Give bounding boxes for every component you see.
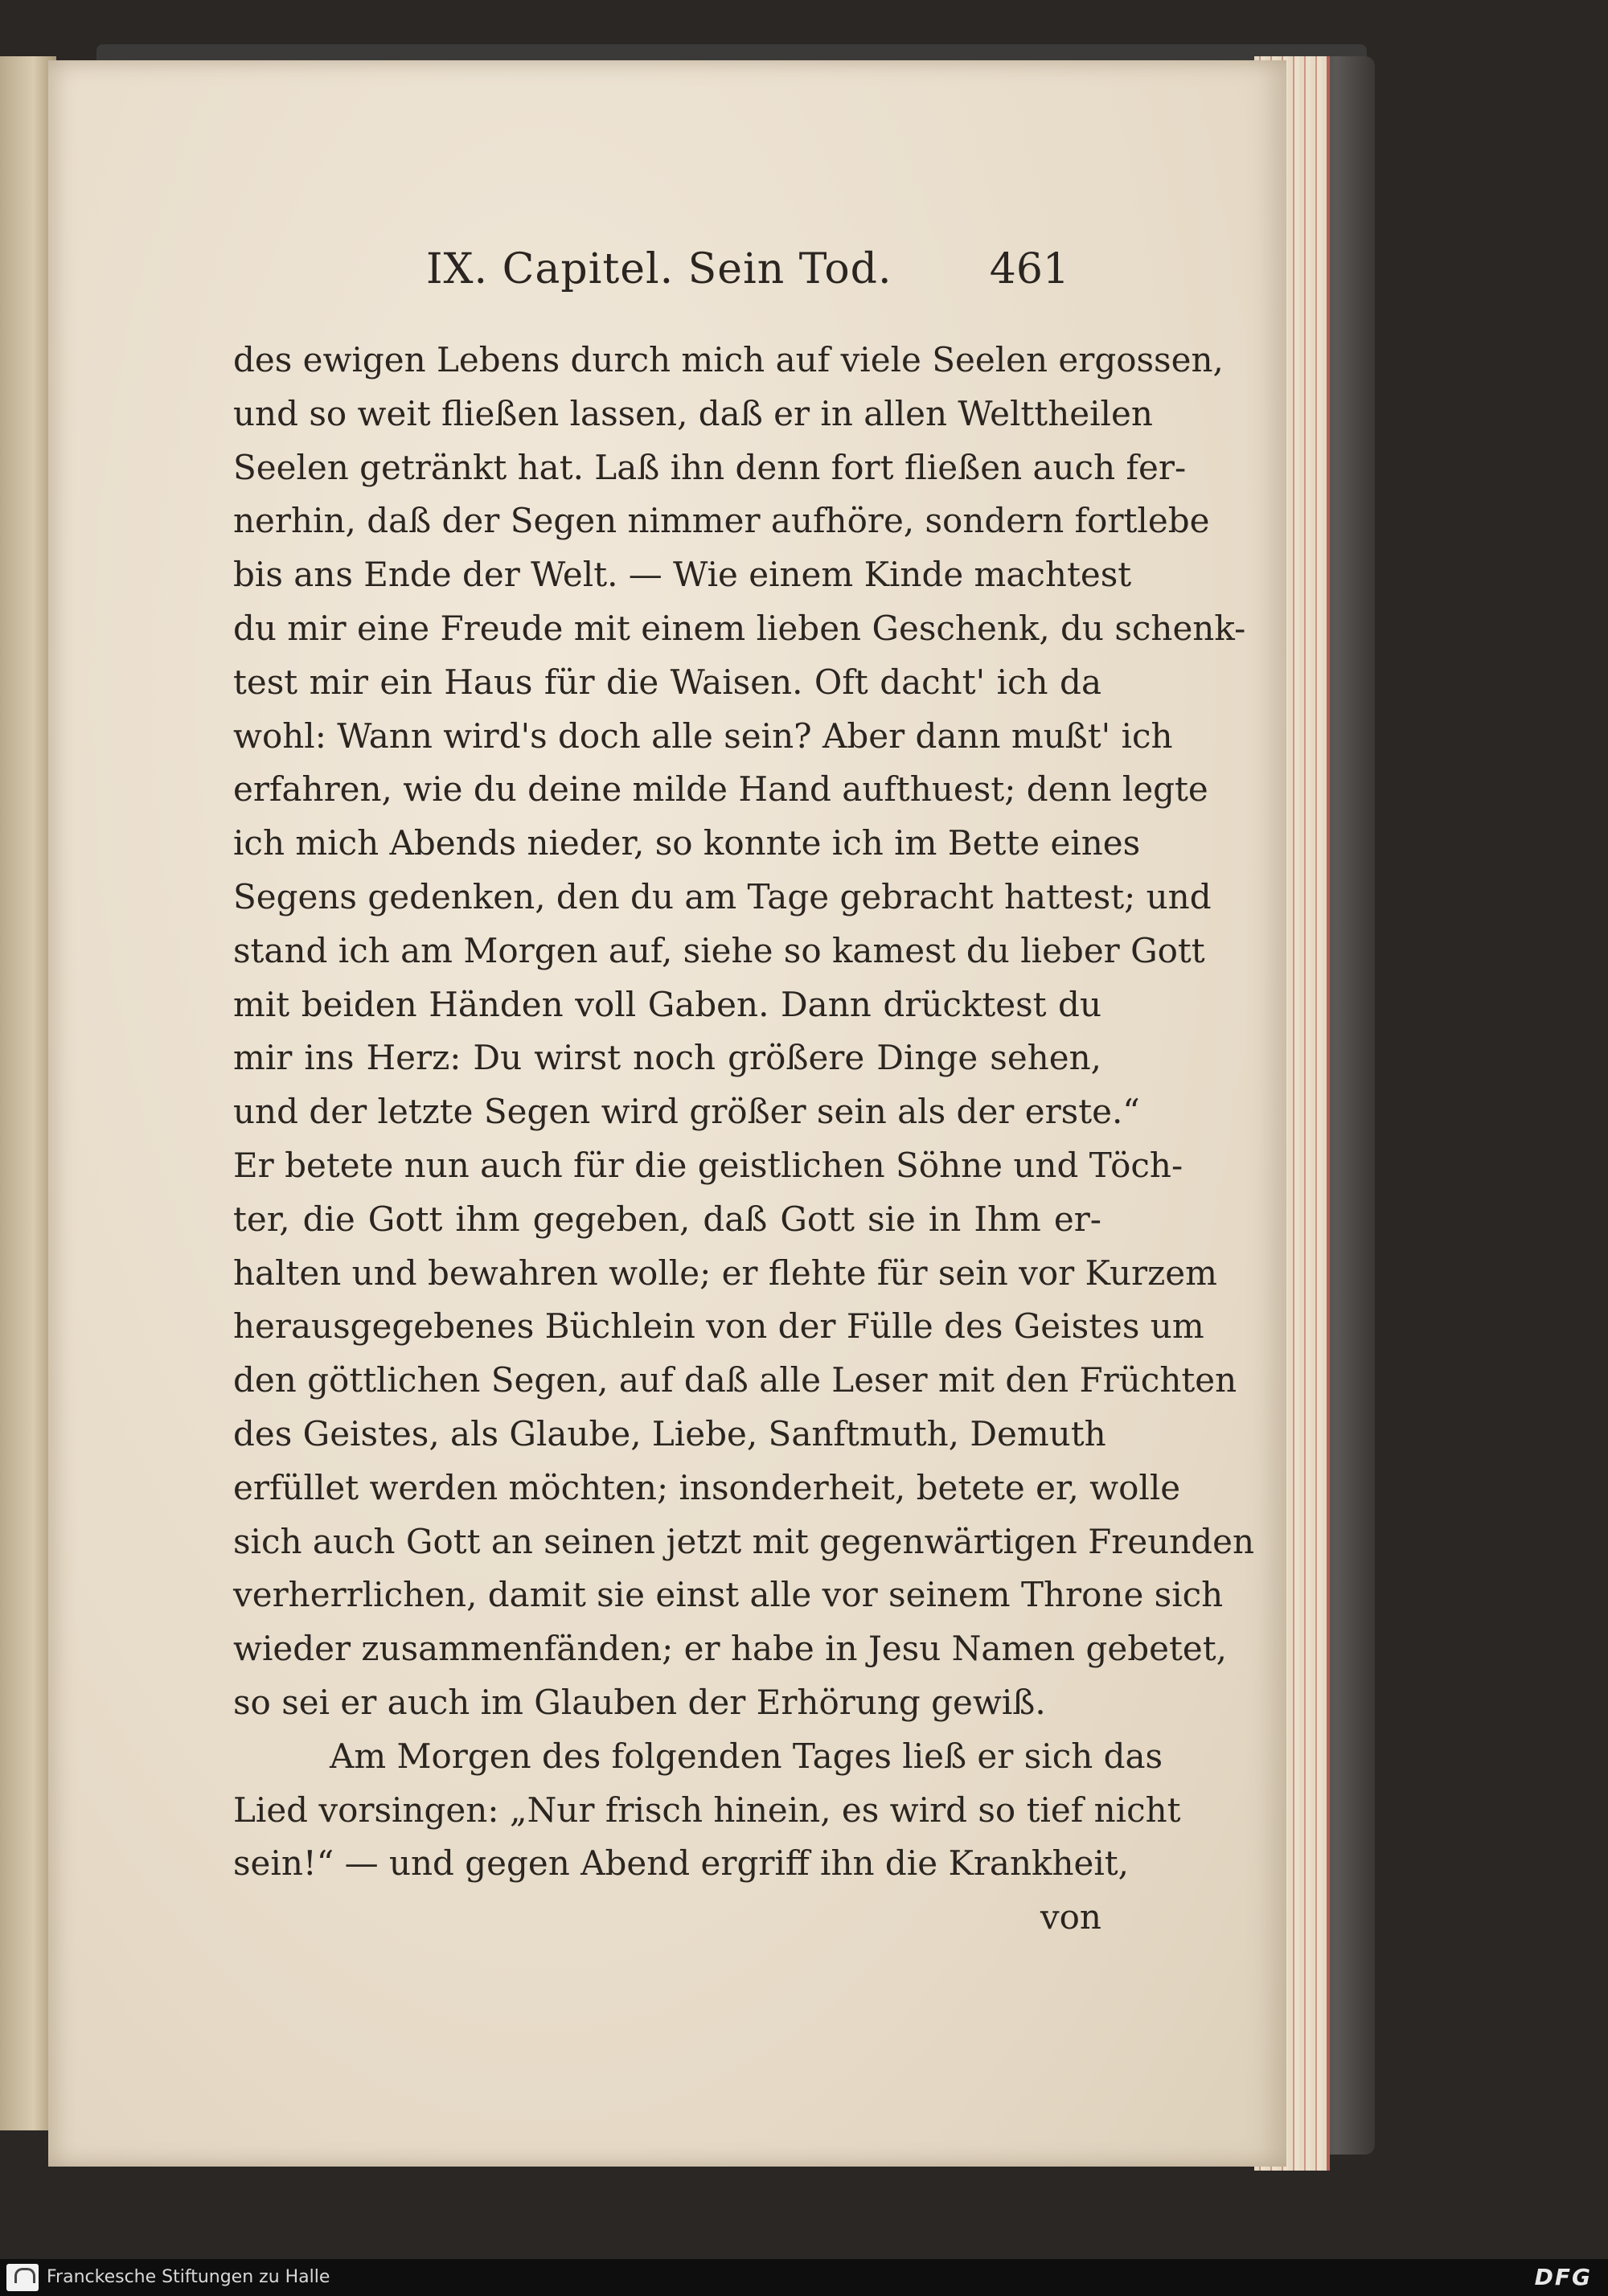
text-line: wohl: Wann wird's doch alle sein? Aber dann mußt' ich: [233, 715, 1173, 756]
page-header: [426, 245, 1069, 301]
text-line: mir ins Herz: Du wirst noch größere Dinge sehen,: [233, 1038, 1101, 1078]
book-page: [48, 60, 1286, 2167]
text-line: ich mich Abends nieder, so konnte ich im Bette eines: [233, 823, 1141, 863]
body-text: [233, 334, 1255, 1945]
text-line: Seelen getränkt hat. Laß ihn denn fort fließen auch fer-: [233, 447, 1187, 487]
text-line: du mir eine Freude mit einem lieben Geschenk, du schenk-: [233, 608, 1246, 648]
text-line: sein!“ — und gegen Abend ergriff ihn die Krankheit,: [233, 1843, 1130, 1884]
catchword: von: [1040, 1897, 1101, 1937]
text-line: und so weit fließen lassen, daß er in allen Welttheilen: [233, 393, 1153, 433]
text-line: Lied vorsingen: „Nur frisch hinein, es wird so tief nicht: [233, 1790, 1181, 1830]
text-line: herausgegebenes Büchlein von der Fülle des Geistes um: [233, 1306, 1204, 1347]
text-line: so sei er auch im Glauben der Erhörung gewiß.: [233, 1682, 1046, 1722]
text-line: test mir ein Haus für die Waisen. Oft dacht' ich da: [233, 662, 1101, 702]
text-line: des ewigen Lebens durch mich auf viele Seelen ergossen,: [233, 340, 1224, 379]
dfg-logo: DFG: [1534, 2264, 1592, 2290]
text-line: wieder zusammenfänden; er habe in Jesu Namen gebetet,: [233, 1629, 1227, 1669]
text-line: ter, die Gott ihm gegeben, daß Gott sie in Ihm er-: [233, 1199, 1101, 1239]
text-line: stand ich am Morgen auf, siehe so kamest du lieber Gott: [233, 930, 1205, 970]
text-line: halten und bewahren wolle; er flehte für sein vor Kurzem: [233, 1253, 1217, 1293]
text-line: sich auch Gott an seinen jetzt mit gegenwärtigen Freunden: [233, 1521, 1255, 1561]
institution-name: Franckesche Stiftungen zu Halle: [47, 2267, 330, 2287]
text-line: Segens gedenken, den du am Tage gebracht hattest; und: [233, 876, 1212, 916]
viewer-footer: [0, 2259, 1608, 2296]
page-number: 461: [989, 245, 1069, 293]
paragraph-start-line: Am Morgen des folgenden Tages ließ er sich das: [330, 1736, 1163, 1776]
institution-logo-icon: [6, 2264, 39, 2291]
text-line: den göttlichen Segen, auf daß alle Leser mit den Früchten: [233, 1360, 1237, 1400]
text-line: nerhin, daß der Segen nimmer aufhöre, sondern fortlebe: [233, 501, 1210, 541]
text-line: erfahren, wie du deine milde Hand aufthuest; denn legte: [233, 769, 1208, 810]
text-line: erfüllet werden möchten; insonderheit, betete er, wolle: [233, 1467, 1181, 1507]
text-line: mit beiden Händen voll Gaben. Dann drücktest du: [233, 984, 1101, 1024]
text-line: verherrlichen, damit sie einst alle vor seinem Throne sich: [233, 1575, 1224, 1615]
text-line: Er betete nun auch für die geistlichen Söhne und Töch-: [233, 1145, 1183, 1185]
running-title: IX. Capitel. Sein Tod.: [426, 245, 892, 293]
text-line: und der letzte Segen wird größer sein als der erste.“: [233, 1092, 1140, 1132]
text-line: bis ans Ende der Welt. — Wie einem Kinde machtest: [233, 555, 1132, 595]
text-line: des Geistes, als Glaube, Liebe, Sanftmuth, Demuth: [233, 1413, 1106, 1453]
